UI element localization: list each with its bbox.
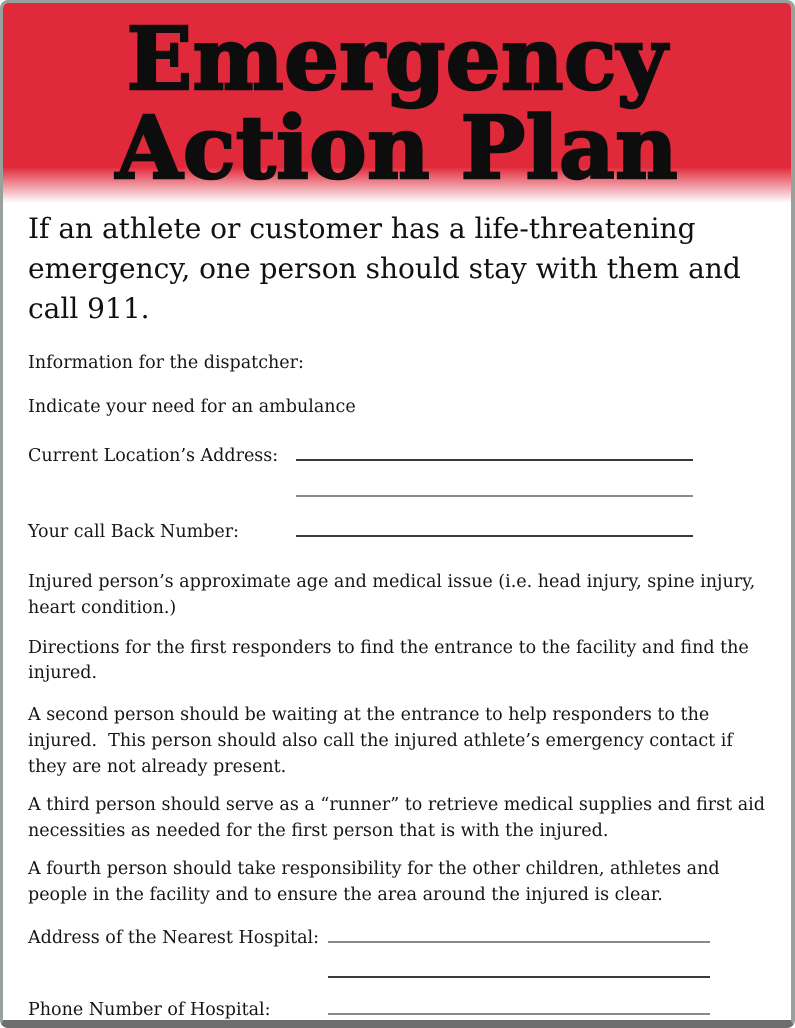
second-person-paragraph: A second person should be waiting at the entrance to help responders to the injured. This person should also call the injured athlete’s emergency contact if they are not already present. <box>28 705 739 778</box>
current-location-row-continued <box>28 476 766 496</box>
dispatcher-heading: Information for the dispatcher: <box>28 353 304 374</box>
page-title <box>115 3 679 200</box>
hospital-address-row-continued <box>28 958 766 978</box>
current-location-row <box>28 441 766 470</box>
current-location-input-line-1 <box>296 441 693 461</box>
third-person-paragraph: A third person should serve as a “runner” to retrieve medical supplies and first aid necessities as needed for the first person that is with the injured. <box>28 795 771 841</box>
hospital-phone-input-line <box>328 994 710 1014</box>
current-location-label: Current Location’s Address: <box>28 446 279 467</box>
injured-info-paragraph: Injured person’s approximate age and medical issue (i.e. head injury, spine injury, heart condition.) <box>28 571 761 618</box>
page-title-line-2: Action Plan <box>115 98 679 200</box>
document-body <box>3 209 791 1023</box>
hospital-address-label: Address of the Nearest Hospital: <box>28 927 320 948</box>
hospital-address-input-line-1 <box>328 923 710 943</box>
ambulance-note: Indicate your need for an ambulance <box>28 396 356 417</box>
banner <box>3 3 791 203</box>
hospital-address-input-line-2 <box>328 958 710 978</box>
fourth-person-paragraph: A fourth person should take responsibility for the other children, athletes and people in the facility and to ensure the area around the injured is clear. <box>28 858 726 905</box>
current-location-input-line-2 <box>296 476 693 496</box>
callback-number-label: Your call Back Number: <box>28 521 240 542</box>
directions-paragraph: Directions for the first responders to find the entrance to the facility and find the injured. <box>28 637 755 684</box>
hospital-phone-label: Phone Number of Hospital: <box>28 999 271 1020</box>
intro-paragraph: If an athlete or customer has a life-threatening emergency, one person should stay with them and call 911. <box>28 212 741 326</box>
callback-number-input-line <box>296 517 693 537</box>
hospital-phone-row <box>28 994 766 1023</box>
hospital-address-row <box>28 923 766 952</box>
callback-number-row <box>28 517 766 546</box>
page-title-line-1: Emergency <box>126 9 668 110</box>
